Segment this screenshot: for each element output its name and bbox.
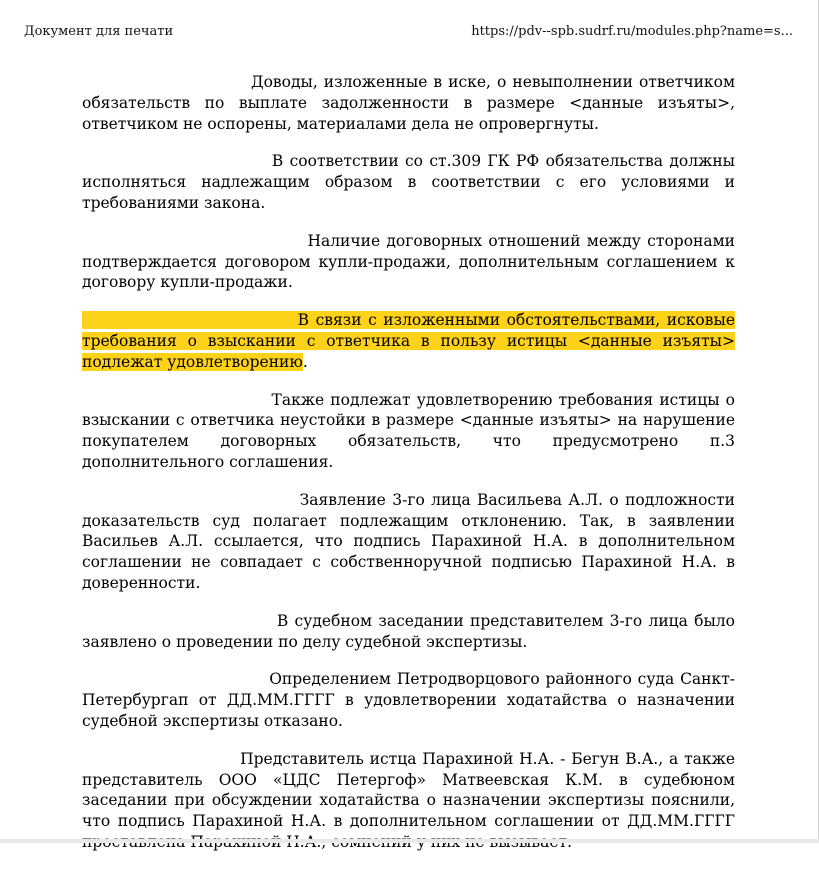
paragraph-text: Также подлежат удовлетворению требования истицы о взыскании с ответчика неустойки в размере <данные изъяты> на нарушение покупателем договорных обязательств, что предусмотрено п.3 дополнительного соглашения. [82, 390, 735, 471]
paragraph [82, 749, 735, 853]
paragraph-text: Заявление 3-го лица Васильева А.Л. о подложности доказательств суд полагает подлежащим отклонению. Так, в заявлении Васильев А.Л. ссылается, что подпись Парахиной Н.А. в дополнительном соглашении не совпадает с собственноручной подписью Парахиной Н.А. в доверенности. [82, 490, 735, 592]
paragraph [82, 231, 735, 293]
paragraph-indent [82, 670, 269, 688]
paragraph [82, 490, 735, 594]
paragraph-indent [82, 232, 307, 250]
paragraph-text: Определением Петродворцового районного суда Санкт-Петербургап от ДД.ММ.ГГГГ в удовлетворении ходатайства о назначении судебной экспертизы отказано. [82, 670, 736, 730]
paragraph [82, 669, 735, 731]
print-header-url: https://pdv--spb.sudrf.ru/modules.php?name=s... [471, 24, 793, 39]
paragraph-tail: . [302, 352, 308, 371]
scroll-edge[interactable] [0, 839, 819, 843]
paragraph-text: Представитель истца Парахиной Н.А. - Бегун В.А., а также представитель ООО «ЦДС Петергоф» Матвеевская К.М. в судебюном заседании при обсуждении ходатайства о назначении экспертизы пояснили, что подпись Парахиной Н.А. в дополнительном соглашении от ДД.ММ.ГГГГ [82, 749, 736, 831]
paragraph-indent [82, 612, 277, 630]
highlighted-text: В связи с изложенными обстоятельствами, исковые требования о взыскании с ответчика в пользу истицы <данные изъяты> подлежат удовлетворению [82, 311, 736, 371]
paragraph-text: Наличие договорных отношений между сторонами подтверждается договором купли-продажи, дополнительным соглашением к договору купли-продажи. [82, 231, 735, 292]
paragraph-indent [82, 73, 251, 91]
paragraph-indent [82, 750, 240, 768]
paragraph-text: В судебном заседании представителем 3-го лица было заявлено о проведении по делу судебной экспертизы. [82, 611, 735, 651]
paragraph [82, 151, 735, 213]
highlight-indent [82, 311, 298, 329]
paragraph [82, 72, 735, 134]
paragraph-indent [82, 391, 272, 409]
paragraph-indent [82, 491, 300, 509]
paragraph-text: Доводы, изложенные в иске, о невыполнении ответчиком обязательств по выплате задолженности в размере <данные изъяты>, ответчиком не оспорены, материалами дела не опровергнуты. [82, 73, 736, 133]
print-header-title: Документ для печати [24, 24, 174, 39]
print-header [24, 24, 793, 44]
paragraph [82, 611, 735, 653]
paragraph-text: В соответствии со ст.309 ГК РФ обязательства должны исполняться надлежащим образом в соответствии с его условиями и требованиями закона. [82, 152, 735, 212]
paragraph [82, 390, 735, 473]
highlighted-paragraph [82, 310, 735, 372]
document-body [82, 72, 735, 870]
paragraph-indent [82, 152, 272, 170]
